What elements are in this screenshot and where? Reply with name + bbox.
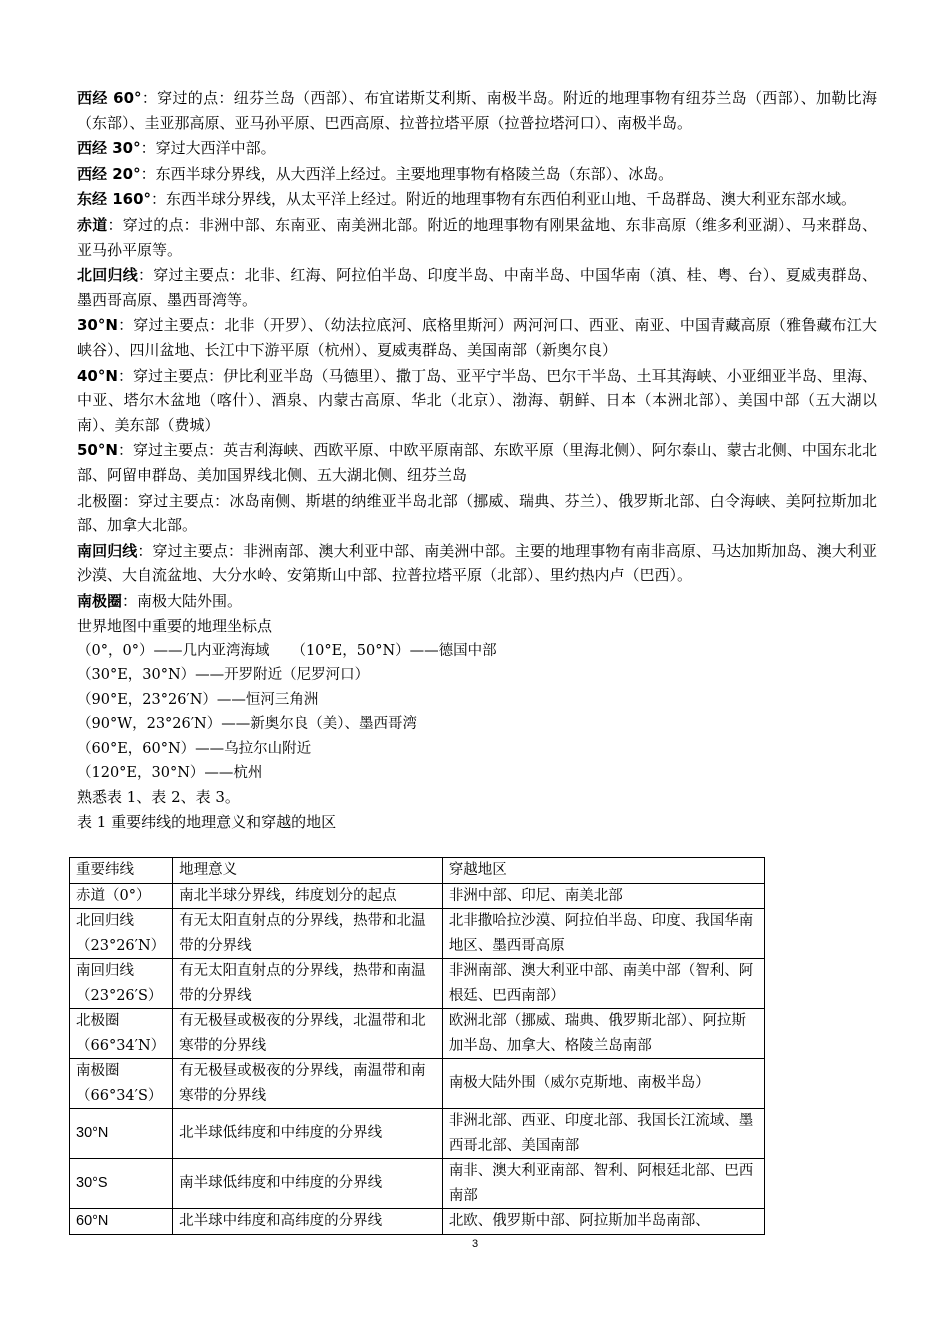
table-header-cell: 地理意义 [173, 858, 443, 884]
table-cell: 有无太阳直射点的分界线，热带和南温带的分界线 [173, 959, 443, 1009]
document-body [77, 86, 877, 834]
paragraph-tropic-cancer: 北回归线：穿过主要点：北非、红海、阿拉伯半岛、印度半岛、中南半岛、中国华南（滇、桂、粤、台）、夏威夷群岛、墨西哥高原、墨西哥湾等。 [77, 266, 877, 309]
table-cell: 欧洲北部（挪威、瑞典、俄罗斯北部）、阿拉斯加半岛、加拿大、格陵兰岛南部 [442, 1009, 764, 1059]
table-header-cell: 重要纬线 [70, 858, 173, 884]
table-row [70, 1109, 765, 1159]
table-cell: 30°S [70, 1159, 173, 1209]
coord-line: （90°W，23°26′N）——新奥尔良（美）、墨西哥湾 [77, 716, 417, 733]
coord-line: （60°E，60°N）——乌拉尔山附近 [77, 740, 312, 757]
table-cell: 非洲中部、印尼、南美北部 [442, 883, 764, 909]
table-cell: 有无极昼或极夜的分界线，南温带和南寒带的分界线 [173, 1059, 443, 1109]
table-cell: 60°N [70, 1209, 173, 1235]
table-row [70, 1159, 765, 1209]
table-cell: 北回归线（23°26′N） [70, 909, 173, 959]
paragraph-antarctic-circle: 南极圈：南极大陆外围。 [77, 591, 243, 610]
page-number: 3 [471, 1238, 479, 1250]
familiar-tables-note: 熟悉表 1、表 2、表 3。 [77, 788, 240, 807]
table-cell: 南非、澳大利亚南部、智利、阿根廷北部、巴西南部 [442, 1159, 764, 1209]
paragraph-east-160: 东经 160°：东西半球分界线，从太平洋上经过。附近的地理事物有东西伯利亚山地、千岛群岛、澳大利亚东部水域。 [77, 190, 857, 209]
table-row [70, 883, 765, 909]
table-cell: 有无太阳直射点的分界线，热带和北温带的分界线 [173, 909, 443, 959]
table-row [70, 1209, 765, 1235]
table-cell: 南极圈（66°34′S） [70, 1059, 173, 1109]
table-cell: 北极圈（66°34′N） [70, 1009, 173, 1059]
coord-line: （30°E，30°N）——开罗附近（尼罗河口） [77, 667, 370, 684]
paragraph-west-60: 西经 60°：穿过的点：纽芬兰岛（西部）、布宜诺斯艾利斯、南极半岛。附近的地理事物有纽芬兰岛（西部）、加勒比海（东部）、圭亚那高原、亚马孙平原、巴西高原、拉普拉塔平原（拉普拉塔河口）、南极半岛。 [77, 89, 877, 132]
table-cell: 南极大陆外围（威尔克斯地、南极半岛） [442, 1059, 764, 1109]
table-cell: 30°N [70, 1109, 173, 1159]
paragraph-50n: 50°N：穿过主要点：英吉利海峡、西欧平原、中欧平原南部、东欧平原（里海北侧）、阿尔泰山、蒙古北侧、中国东北北部、阿留申群岛、美加国界线北侧、五大湖北侧、纽芬兰岛 [77, 441, 877, 484]
table-row [70, 1059, 765, 1109]
coord-line: （90°E，23°26′N）——恒河三角洲 [77, 691, 319, 708]
coord-line: （120°E，30°N）——杭州 [77, 764, 263, 781]
table-row [70, 909, 765, 959]
table-cell: 非洲北部、西亚、印度北部、我国长江流域、墨西哥北部、美国南部 [442, 1109, 764, 1159]
table-cell: 北半球中纬度和高纬度的分界线 [173, 1209, 443, 1235]
paragraph-equator: 赤道：穿过的点：非洲中部、东南亚、南美洲北部。附近的地理事物有刚果盆地、东非高原（维多利亚湖）、马来群岛、亚马孙平原等。 [77, 215, 877, 259]
table-cell: 有无极昼或极夜的分界线，北温带和北寒带的分界线 [173, 1009, 443, 1059]
table-row [70, 1009, 765, 1059]
table-cell: 北欧、俄罗斯中部、阿拉斯加半岛南部、 [442, 1209, 764, 1235]
coords-heading: 世界地图中重要的地理坐标点 [77, 617, 273, 636]
table-cell: 南半球低纬度和中纬度的分界线 [173, 1159, 443, 1209]
table-header-cell: 穿越地区 [442, 858, 764, 884]
paragraph-west-30: 西经 30°：穿过大西洋中部。 [77, 139, 276, 158]
table-cell: 南北半球分界线，纬度划分的起点 [173, 883, 443, 909]
table-caption: 表 1 重要纬线的地理意义和穿越的地区 [77, 812, 337, 831]
paragraph-30n: 30°N：穿过主要点：北非（开罗）、（幼法拉底河、底格里斯河）两河河口、西亚、南亚、中国青藏高原（雅鲁藏布江大峡谷）、四川盆地、长江中下游平原（杭州）、夏威夷群岛、美国南部（新奥尔良） [77, 316, 877, 359]
table-cell: 北非撒哈拉沙漠、阿拉伯半岛、印度、我国华南地区、墨西哥高原 [442, 909, 764, 959]
paragraph-tropic-capricorn: 南回归线：穿过主要点：非洲南部、澳大利亚中部、南美洲中部。主要的地理事物有南非高原、马达加斯加岛、澳大利亚沙漠、大自流盆地、大分水岭、安第斯山中部、拉普拉塔平原（北部）、里约热内卢（巴西）。 [77, 541, 877, 585]
table-cell: 北半球低纬度和中纬度的分界线 [173, 1109, 443, 1159]
table-cell: 赤道（0°） [70, 883, 173, 909]
coord-line: （0°，0°）——几内亚湾海域 （10°E，50°N）——德国中部 [77, 642, 497, 659]
table-cell: 南回归线（23°26′S） [70, 959, 173, 1009]
paragraph-west-20: 西经 20°：东西半球分界线，从大西洋上经过。主要地理事物有格陵兰岛（东部）、冰岛。 [77, 164, 674, 183]
latitude-table [69, 857, 765, 1235]
table-cell: 非洲南部、澳大利亚中部、南美中部（智利、阿根廷、巴西南部） [442, 959, 764, 1009]
table-header-row [70, 858, 765, 884]
paragraph-40n: 40°N：穿过主要点：伊比利亚半岛（马德里）、撒丁岛、亚平宁半岛、巴尔干半岛、土耳其海峡、小亚细亚半岛、里海、中亚、塔尔木盆地（喀什）、酒泉、内蒙古高原、华北（北京）、渤海、朝鲜、日本（本洲北部）、美国中部（五大湖以南）、美东部（费城） [77, 366, 877, 434]
paragraph-arctic-circle: 北极圈：穿过主要点：冰岛南侧、斯堪的纳维亚半岛北部（挪威、瑞典、芬兰）、俄罗斯北部、白令海峡、美阿拉斯加北部、加拿大北部。 [77, 491, 877, 535]
table-row [70, 959, 765, 1009]
